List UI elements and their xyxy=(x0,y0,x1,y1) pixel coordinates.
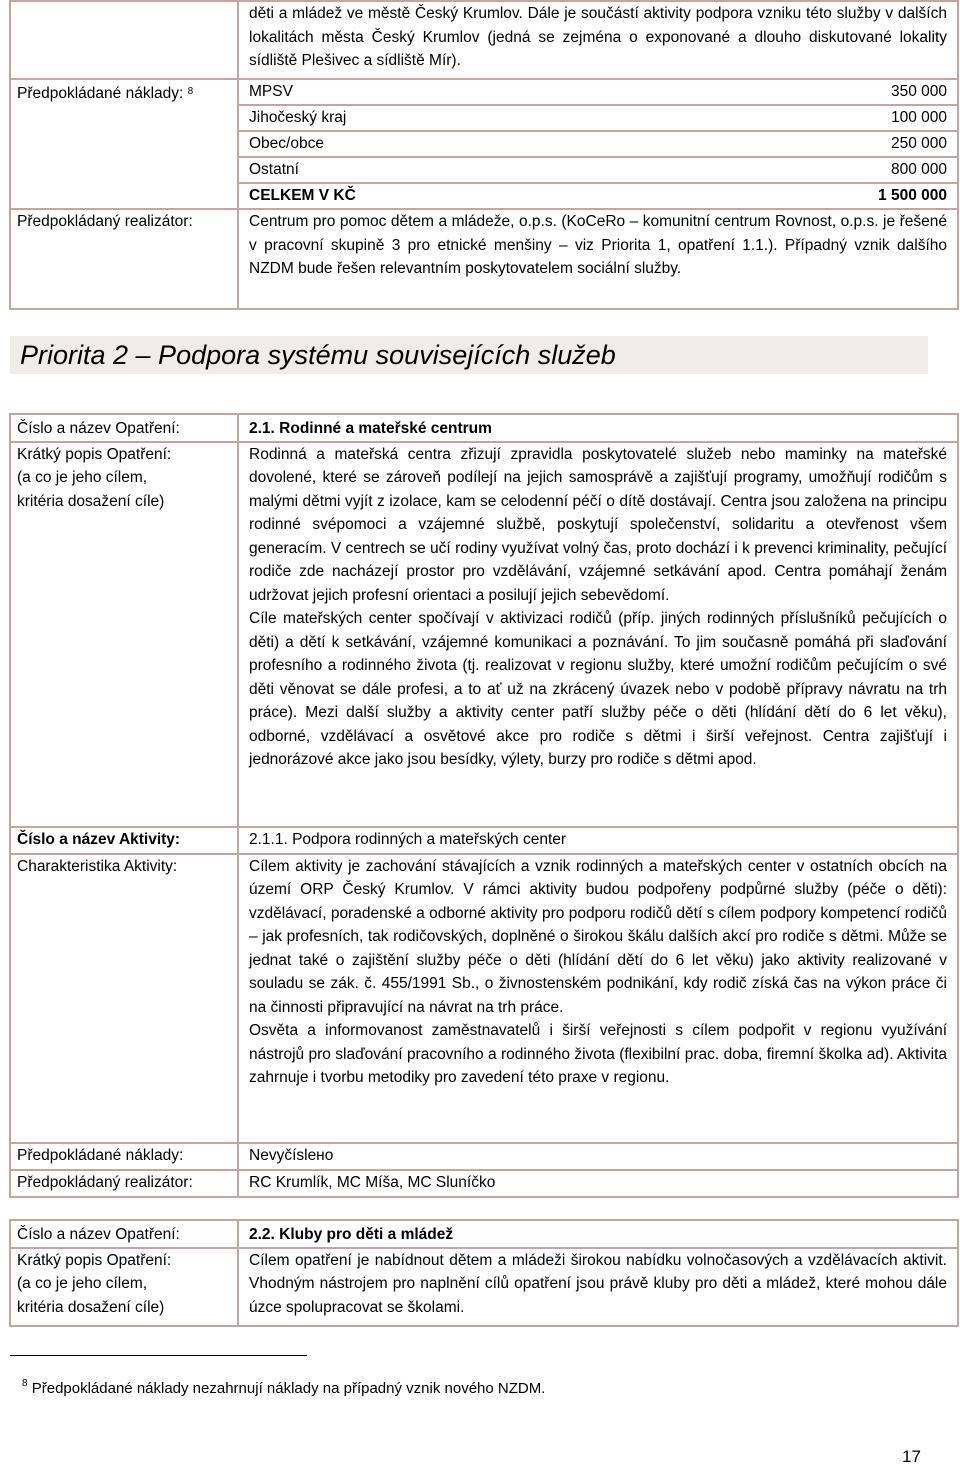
char-paragraph: Cílem aktivity je zachování stávajících a vznik rodinných a mateřských center v ostatních obcích na území ORP Český Krumlov. V rámci aktivity budou podpořeny podpůrné služby (péče o děti): vzdělávací, poradenské a odborné aktivity pro podporu rodičů dětí s cílem podpory kompetencí rodičů – jak profesních, tak rodičovských, doplněné o širokou škálu dalších akcí pro rodiče s dětmi. Může se jednat také o zajištění služby péče o děti (hlídání dětí do 6 let věku) jako aktivity realizované v souladu se zák. č. 455/1991 Sb., o živnostenském podnikání, kdy rodič získá čas na výkon práce či na činnosti připravující na návrat na trh práce. xyxy=(249,857,947,1016)
activity-char xyxy=(238,854,958,1143)
cost-value: 250 000 xyxy=(890,135,947,152)
costs-label-cell xyxy=(10,79,238,209)
cost-name: Jihočeský kraj xyxy=(249,109,347,126)
measure-desc xyxy=(238,442,958,827)
measure-desc-label xyxy=(10,1248,238,1326)
measure-name-label: Číslo a název Opatření: xyxy=(10,1220,238,1248)
desc-paragraph: Rodinná a mateřská centra zřizují zpravidla poskytovatelé služeb nebo maminky na mateřské dovolené, které se zároveň podílejí na jejich samosprávě a zajišťují programy, umožňují rodičům s malými dětmi vyjít z izolace, kam se celodenní péčí o dítě dostávají. Centra jsou založena na principu rodinné svépomoci a vzájemné službě, poskytují společenství, solidaritu a otevřenost všem generacím. V centrech se učí rodiny využívat volný čas, proto dochází i k prevenci kriminality, pečující rodiče zde nacházejí prostor pro vzdělávání, vzájemné setkávání apod. Centra pomáhají ženám udržovat jejich profesní orientaci a posilují jejich sebevědomí. xyxy=(249,445,947,604)
cost-row xyxy=(238,131,958,157)
measure-2-2-table xyxy=(9,1219,959,1327)
desc-label-line: (a co je jeho cílem, xyxy=(17,1275,148,1292)
page-number: 17 xyxy=(902,1447,921,1466)
cost-row xyxy=(238,105,958,131)
desc-label-line: (a co je jeho cílem, xyxy=(17,469,148,486)
costs-label: Předpokládané náklady: xyxy=(10,1143,238,1170)
cost-row xyxy=(238,79,958,105)
total-value: 1 500 000 xyxy=(878,187,947,204)
desc-label-line: kritéria dosažení cíle) xyxy=(17,1298,165,1316)
realizer-label: Předpokládaný realizátor: xyxy=(10,209,238,309)
cost-name: MPSV xyxy=(249,83,293,100)
char-paragraph: Osvěta a informovanost zaměstnavatelů i širší veřejnosti s cílem podpořit v regionu využívání nástrojů pro slaďování pracovního a rodinného života (flexibilní prac. doba, firemní školka ad). Aktivita zahrnuje i tvorbu metodiky pro zavedení této praxe v regionu. xyxy=(249,1022,947,1086)
cost-name: Obec/obce xyxy=(249,135,324,152)
desc-label-line: kritéria dosažení cíle) xyxy=(17,492,165,510)
realizer-value: RC Krumlík, MC Míša, MC Sluníčko xyxy=(238,1170,958,1197)
costs-table xyxy=(9,0,959,310)
desc-label-line: Krátký popis Opatření: xyxy=(17,1251,172,1269)
cost-value: 800 000 xyxy=(890,161,947,178)
footnote-number: 8 xyxy=(22,1378,28,1389)
costs-value: Nevyčíslено xyxy=(238,1143,958,1170)
total-label: CELKEM V KČ xyxy=(249,187,356,204)
cost-row xyxy=(238,157,958,183)
measure-desc-label xyxy=(10,442,238,827)
measure-desc: Cílem opatření je nabídnout dětem a mládeži širokou nabídku volnočasových a vzdělávacích aktivit. Vhodným nástrojem pro naplnění cílů opatření jsou právě kluby pro děti a mládež, které mohou dále úzce spolupracovat se školami. xyxy=(238,1248,958,1326)
footnote xyxy=(22,1380,545,1397)
cost-value: 350 000 xyxy=(890,83,947,100)
footnote-ref: 8 xyxy=(187,86,194,97)
footnote-text: Předpokládané náklady nezahrnují náklady na případný vznik nového NZDM. xyxy=(31,1380,546,1397)
cost-value: 100 000 xyxy=(890,109,947,126)
priority-heading: Priorita 2 – Podpora systému souvisejících služeb xyxy=(10,336,928,374)
desc-paragraph: Cíle mateřských center spočívají v aktivizaci rodičů (příp. jiných rodinných příslušníků pečujících o děti) a dětí k setkávání, vzájemné komunikaci a poznávání. To jim současně pomáhá při slaďování profesního a rodinného života (tj. realizovat v regionu služby, které umožní rodičům pečujícím o své děti věnovat se dále profesi, a to ať už na zkrácený úvazek nebo v podobě přípravy návratu na trh práce). Mezi další služby a aktivity center patří služby péče o děti (hlídání dětí do 6 let věku), odborné, vzdělávací a osvětové akce pro rodiče s dětmi i širší veřejnost. Centra zajišťují i jednorázové akce jako jsou besídky, výlety, burzy pro rodiče s dětmi apod. xyxy=(249,610,947,768)
measure-name-label: Číslo a název Opatření: xyxy=(10,414,238,442)
measure-name-value: 2.2. Kluby pro děti a mládež xyxy=(238,1220,958,1248)
total-row xyxy=(238,183,958,209)
footnote-separator xyxy=(10,1355,307,1356)
measure-2-1-table xyxy=(9,413,959,1198)
empty-label-cell xyxy=(10,1,238,79)
intro-text: děti a mládež ve městě Český Krumlov. Dále je součástí aktivity podpora vzniku této služby v dalších lokalitách města Český Krumlov (jedná se zejména o exponované a dlouho diskutované lokality sídliště Plešivec a sídliště Mír). xyxy=(238,1,958,79)
activity-char-label: Charakteristika Aktivity: xyxy=(10,854,238,1143)
cost-name: Ostatní xyxy=(249,161,299,178)
realizer-label: Předpokládaný realizátor: xyxy=(10,1170,238,1197)
desc-label-line: Krátký popis Opatření: xyxy=(17,445,172,463)
realizer-text: Centrum pro pomoc dětem a mládeže, o.p.s. (KoCeRo – komunitní centrum Rovnost, o.p.s. je řešené v pracovní skupině 3 pro etnické menšiny – viz Priorita 1, opatření 1.1.). Případný vznik dalšího NZDM bude řešen relevantním poskytovatelem sociální služby. xyxy=(238,209,958,309)
measure-name-value: 2.1. Rodinné a mateřské centrum xyxy=(238,414,958,442)
activity-label: Číslo a název Aktivity: xyxy=(10,827,238,854)
activity-value: 2.1.1. Podpora rodinných a mateřských center xyxy=(238,827,958,854)
costs-label: Předpokládané náklady: xyxy=(17,85,184,102)
